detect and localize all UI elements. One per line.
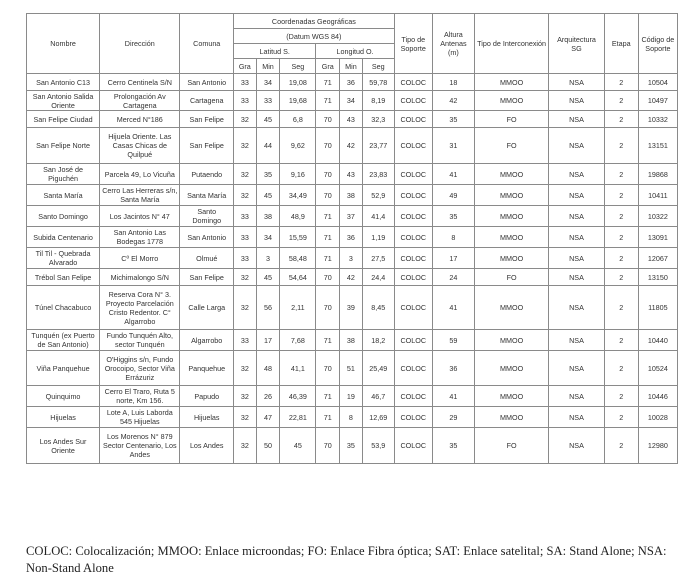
cell-nombre: San José de Piguchén	[27, 164, 100, 185]
cell-soporte: COLOC	[394, 386, 432, 407]
cell-lon-gra: 70	[316, 185, 340, 206]
col-nombre: Nombre	[27, 14, 100, 74]
table-row	[27, 206, 678, 227]
cell-arquitectura: NSA	[549, 91, 605, 111]
table-body	[27, 74, 678, 464]
cell-comuna: Los Andes	[180, 428, 234, 464]
cell-soporte: COLOC	[394, 428, 432, 464]
table-row	[27, 128, 678, 164]
cell-nombre: Tunquén (ex Puerto de San Antonio)	[27, 330, 100, 351]
cell-lat-gra: 33	[234, 91, 257, 111]
cell-codigo: 13091	[638, 227, 677, 248]
cell-altura: 41	[432, 386, 474, 407]
cell-lat-seg: 34,49	[280, 185, 316, 206]
cell-soporte: COLOC	[394, 286, 432, 330]
cell-arquitectura: NSA	[549, 185, 605, 206]
cell-codigo: 19868	[638, 164, 677, 185]
cell-altura: 36	[432, 351, 474, 386]
cell-comuna: San Antonio	[180, 74, 234, 91]
cell-lon-gra: 71	[316, 91, 340, 111]
table-row	[27, 248, 678, 269]
cell-lat-min: 34	[256, 74, 280, 91]
cell-lat-min: 56	[256, 286, 280, 330]
cell-lon-seg: 24,4	[362, 269, 394, 286]
cell-interconexion: MMOO	[475, 248, 549, 269]
cell-altura: 35	[432, 111, 474, 128]
cell-codigo: 10028	[638, 407, 677, 428]
cell-etapa: 2	[604, 185, 638, 206]
cell-lat-gra: 33	[234, 330, 257, 351]
cell-lat-seg: 2,11	[280, 286, 316, 330]
table-row	[27, 351, 678, 386]
cell-direccion: Fundo Tunquén Alto, sector Tunquén	[100, 330, 180, 351]
cell-arquitectura: NSA	[549, 248, 605, 269]
cell-direccion: Lote A, Luis Laborda 545 Hijuelas	[100, 407, 180, 428]
cell-codigo: 10411	[638, 185, 677, 206]
cell-soporte: COLOC	[394, 128, 432, 164]
cell-nombre: Hijuelas	[27, 407, 100, 428]
cell-comuna: Putaendo	[180, 164, 234, 185]
cell-lon-min: 42	[340, 128, 363, 164]
cell-soporte: COLOC	[394, 164, 432, 185]
cell-nombre: Quinquimo	[27, 386, 100, 407]
cell-etapa: 2	[604, 386, 638, 407]
cell-altura: 24	[432, 269, 474, 286]
cell-lat-gra: 33	[234, 227, 257, 248]
col-lon-min: Min	[340, 59, 363, 74]
cell-lon-seg: 52,9	[362, 185, 394, 206]
cell-lat-gra: 32	[234, 428, 257, 464]
cell-arquitectura: NSA	[549, 74, 605, 91]
cell-nombre: Til Til - Quebrada Alvarado	[27, 248, 100, 269]
cell-lat-seg: 9,62	[280, 128, 316, 164]
col-lon-gra: Gra	[316, 59, 340, 74]
cell-arquitectura: NSA	[549, 206, 605, 227]
sites-table	[26, 13, 678, 464]
cell-lat-seg: 54,64	[280, 269, 316, 286]
cell-altura: 17	[432, 248, 474, 269]
cell-nombre: Subida Centenario	[27, 227, 100, 248]
cell-lat-min: 47	[256, 407, 280, 428]
cell-lon-min: 37	[340, 206, 363, 227]
cell-altura: 18	[432, 74, 474, 91]
table-row	[27, 164, 678, 185]
cell-lat-min: 33	[256, 91, 280, 111]
cell-soporte: COLOC	[394, 74, 432, 91]
cell-lon-gra: 71	[316, 407, 340, 428]
cell-lon-seg: 18,2	[362, 330, 394, 351]
cell-interconexion: MMOO	[475, 330, 549, 351]
cell-lon-gra: 70	[316, 164, 340, 185]
cell-lon-seg: 8,19	[362, 91, 394, 111]
cell-lat-seg: 58,48	[280, 248, 316, 269]
cell-codigo: 10524	[638, 351, 677, 386]
cell-lon-min: 35	[340, 428, 363, 464]
cell-arquitectura: NSA	[549, 164, 605, 185]
cell-lat-gra: 32	[234, 269, 257, 286]
cell-lon-min: 42	[340, 269, 363, 286]
cell-lon-gra: 71	[316, 330, 340, 351]
cell-lat-seg: 19,68	[280, 91, 316, 111]
cell-interconexion: FO	[475, 269, 549, 286]
cell-interconexion: MMOO	[475, 407, 549, 428]
col-longitud: Longitud O.	[316, 44, 394, 59]
cell-soporte: COLOC	[394, 185, 432, 206]
cell-lon-min: 19	[340, 386, 363, 407]
cell-direccion: San Antonio Las Bodegas 1778	[100, 227, 180, 248]
cell-direccion: Cerro Centinela S/N	[100, 74, 180, 91]
cell-lat-seg: 6,8	[280, 111, 316, 128]
table-row	[27, 286, 678, 330]
cell-etapa: 2	[604, 74, 638, 91]
cell-codigo: 12980	[638, 428, 677, 464]
cell-comuna: Papudo	[180, 386, 234, 407]
cell-lat-gra: 32	[234, 351, 257, 386]
cell-direccion: Cerro Las Herreras s/n, Santa María	[100, 185, 180, 206]
cell-nombre: San Felipe Norte	[27, 128, 100, 164]
cell-direccion: Cº El Morro	[100, 248, 180, 269]
cell-direccion: Reserva Cora N° 3. Proyecto Parcelación Cristo Redentor. C° Algarrobo	[100, 286, 180, 330]
cell-arquitectura: NSA	[549, 330, 605, 351]
col-lat-min: Min	[256, 59, 280, 74]
cell-lon-min: 8	[340, 407, 363, 428]
cell-lat-seg: 41,1	[280, 351, 316, 386]
cell-lat-min: 34	[256, 227, 280, 248]
cell-codigo: 10440	[638, 330, 677, 351]
table-row	[27, 227, 678, 248]
cell-nombre: Trébol San Felipe	[27, 269, 100, 286]
cell-interconexion: MMOO	[475, 185, 549, 206]
cell-lat-seg: 48,9	[280, 206, 316, 227]
cell-altura: 59	[432, 330, 474, 351]
table-row	[27, 185, 678, 206]
cell-lon-gra: 70	[316, 111, 340, 128]
cell-direccion: Hijuela Oriente. Las Casas Chicas de Quilpué	[100, 128, 180, 164]
cell-altura: 29	[432, 407, 474, 428]
cell-lat-min: 26	[256, 386, 280, 407]
cell-lon-min: 38	[340, 185, 363, 206]
cell-etapa: 2	[604, 351, 638, 386]
cell-altura: 49	[432, 185, 474, 206]
cell-comuna: Olmué	[180, 248, 234, 269]
cell-lon-seg: 8,45	[362, 286, 394, 330]
cell-lon-min: 34	[340, 91, 363, 111]
cell-interconexion: MMOO	[475, 206, 549, 227]
cell-nombre: San Felipe Ciudad	[27, 111, 100, 128]
cell-etapa: 2	[604, 227, 638, 248]
cell-lat-seg: 45	[280, 428, 316, 464]
cell-lat-seg: 9,16	[280, 164, 316, 185]
col-lon-seg: Seg	[362, 59, 394, 74]
cell-codigo: 10322	[638, 206, 677, 227]
cell-comuna: Cartagena	[180, 91, 234, 111]
cell-interconexion: FO	[475, 128, 549, 164]
col-arquitectura: Arquitectura SG	[549, 14, 605, 74]
cell-etapa: 2	[604, 206, 638, 227]
cell-interconexion: MMOO	[475, 227, 549, 248]
cell-nombre: San Antonio C13	[27, 74, 100, 91]
cell-arquitectura: NSA	[549, 428, 605, 464]
cell-lat-gra: 32	[234, 286, 257, 330]
cell-soporte: COLOC	[394, 330, 432, 351]
cell-arquitectura: NSA	[549, 351, 605, 386]
cell-interconexion: MMOO	[475, 91, 549, 111]
cell-comuna: San Felipe	[180, 111, 234, 128]
cell-etapa: 2	[604, 128, 638, 164]
cell-lat-gra: 32	[234, 185, 257, 206]
cell-lon-gra: 70	[316, 428, 340, 464]
cell-soporte: COLOC	[394, 407, 432, 428]
cell-lat-gra: 32	[234, 111, 257, 128]
col-lat-gra: Gra	[234, 59, 257, 74]
cell-arquitectura: NSA	[549, 407, 605, 428]
cell-lon-min: 38	[340, 330, 363, 351]
cell-lon-gra: 71	[316, 248, 340, 269]
col-coordenadas: Coordenadas Geográficas	[234, 14, 395, 29]
cell-lon-gra: 70	[316, 286, 340, 330]
cell-soporte: COLOC	[394, 269, 432, 286]
col-interconexion: Tipo de Interconexión	[475, 14, 549, 74]
cell-lon-gra: 71	[316, 74, 340, 91]
cell-nombre: Los Andes Sur Oriente	[27, 428, 100, 464]
cell-interconexion: MMOO	[475, 286, 549, 330]
cell-codigo: 12067	[638, 248, 677, 269]
cell-comuna: Santo Domingo	[180, 206, 234, 227]
cell-interconexion: FO	[475, 111, 549, 128]
cell-lat-seg: 15,59	[280, 227, 316, 248]
footnote: COLOC: Colocalización; MMOO: Enlace microondas; FO: Enlace Fibra óptica; SAT: Enlace satelital; SA: Stand Alone; NSA: Non-Stand Alone	[26, 544, 667, 575]
cell-arquitectura: NSA	[549, 286, 605, 330]
cell-codigo: 13151	[638, 128, 677, 164]
cell-etapa: 2	[604, 407, 638, 428]
col-datum: (Datum WGS 84)	[234, 29, 395, 44]
cell-lat-seg: 7,68	[280, 330, 316, 351]
cell-lat-min: 3	[256, 248, 280, 269]
cell-lon-min: 36	[340, 74, 363, 91]
cell-soporte: COLOC	[394, 351, 432, 386]
cell-comuna: San Antonio	[180, 227, 234, 248]
cell-soporte: COLOC	[394, 227, 432, 248]
cell-lon-min: 39	[340, 286, 363, 330]
cell-etapa: 2	[604, 330, 638, 351]
cell-arquitectura: NSA	[549, 269, 605, 286]
cell-comuna: Santa María	[180, 185, 234, 206]
table-header	[27, 14, 678, 74]
cell-lon-seg: 59,78	[362, 74, 394, 91]
cell-altura: 41	[432, 286, 474, 330]
cell-lon-seg: 23,77	[362, 128, 394, 164]
cell-direccion: Prolongación Av Cartagena	[100, 91, 180, 111]
cell-lat-seg: 46,39	[280, 386, 316, 407]
cell-altura: 35	[432, 428, 474, 464]
cell-nombre: Túnel Chacabuco	[27, 286, 100, 330]
cell-lat-gra: 32	[234, 407, 257, 428]
cell-lon-seg: 46,7	[362, 386, 394, 407]
cell-lon-gra: 70	[316, 351, 340, 386]
cell-lat-min: 48	[256, 351, 280, 386]
cell-lat-min: 17	[256, 330, 280, 351]
cell-lon-seg: 27,5	[362, 248, 394, 269]
cell-interconexion: MMOO	[475, 74, 549, 91]
cell-etapa: 2	[604, 164, 638, 185]
cell-etapa: 2	[604, 91, 638, 111]
cell-lat-min: 50	[256, 428, 280, 464]
cell-arquitectura: NSA	[549, 111, 605, 128]
cell-lon-min: 51	[340, 351, 363, 386]
cell-codigo: 10504	[638, 74, 677, 91]
cell-lat-gra: 33	[234, 74, 257, 91]
cell-lon-seg: 23,83	[362, 164, 394, 185]
table-row	[27, 428, 678, 464]
cell-lon-seg: 12,69	[362, 407, 394, 428]
cell-lon-gra: 71	[316, 227, 340, 248]
cell-etapa: 2	[604, 269, 638, 286]
cell-etapa: 2	[604, 428, 638, 464]
cell-altura: 41	[432, 164, 474, 185]
cell-interconexion: FO	[475, 428, 549, 464]
cell-altura: 8	[432, 227, 474, 248]
cell-lat-seg: 22,81	[280, 407, 316, 428]
cell-lon-gra: 70	[316, 128, 340, 164]
cell-lat-gra: 33	[234, 248, 257, 269]
cell-interconexion: MMOO	[475, 164, 549, 185]
cell-soporte: COLOC	[394, 206, 432, 227]
cell-lon-gra: 70	[316, 269, 340, 286]
cell-altura: 42	[432, 91, 474, 111]
cell-lat-gra: 32	[234, 128, 257, 164]
table-row	[27, 407, 678, 428]
cell-soporte: COLOC	[394, 111, 432, 128]
cell-interconexion: MMOO	[475, 386, 549, 407]
cell-lon-seg: 32,3	[362, 111, 394, 128]
cell-lon-min: 43	[340, 164, 363, 185]
cell-direccion: O'Higgins s/n, Fundo Orocoipo, Sector Viña Errázuriz	[100, 351, 180, 386]
table-row	[27, 269, 678, 286]
cell-comuna: Algarrobo	[180, 330, 234, 351]
cell-arquitectura: NSA	[549, 386, 605, 407]
cell-arquitectura: NSA	[549, 128, 605, 164]
cell-lon-min: 36	[340, 227, 363, 248]
cell-codigo: 10332	[638, 111, 677, 128]
cell-etapa: 2	[604, 111, 638, 128]
cell-lat-min: 45	[256, 111, 280, 128]
col-direccion: Dirección	[100, 14, 180, 74]
cell-lon-min: 43	[340, 111, 363, 128]
cell-lon-min: 3	[340, 248, 363, 269]
cell-lon-seg: 53,9	[362, 428, 394, 464]
cell-comuna: San Felipe	[180, 269, 234, 286]
cell-direccion: Michimalongo S/N	[100, 269, 180, 286]
col-tipo-soporte: Tipo de Soporte	[394, 14, 432, 74]
cell-lat-gra: 33	[234, 206, 257, 227]
cell-lat-seg: 19,08	[280, 74, 316, 91]
table-row	[27, 91, 678, 111]
cell-altura: 31	[432, 128, 474, 164]
cell-nombre: Santo Domingo	[27, 206, 100, 227]
cell-direccion: Parcela 49, Lo Vicuña	[100, 164, 180, 185]
cell-interconexion: MMOO	[475, 351, 549, 386]
col-latitud: Latitud S.	[234, 44, 316, 59]
cell-etapa: 2	[604, 286, 638, 330]
cell-lon-seg: 25,49	[362, 351, 394, 386]
cell-lon-gra: 71	[316, 206, 340, 227]
cell-direccion: Los Morenos N° 879 Sector Centenario, Los Andes	[100, 428, 180, 464]
cell-lat-gra: 32	[234, 386, 257, 407]
cell-lon-gra: 71	[316, 386, 340, 407]
cell-codigo: 10497	[638, 91, 677, 111]
cell-direccion: Los Jacintos N° 47	[100, 206, 180, 227]
cell-lat-min: 44	[256, 128, 280, 164]
cell-comuna: San Felipe	[180, 128, 234, 164]
col-comuna: Comuna	[180, 14, 234, 74]
cell-soporte: COLOC	[394, 248, 432, 269]
cell-nombre: Viña Panquehue	[27, 351, 100, 386]
col-lat-seg: Seg	[280, 59, 316, 74]
cell-comuna: Hijuelas	[180, 407, 234, 428]
cell-lon-seg: 41,4	[362, 206, 394, 227]
col-codigo: Código de Soporte	[638, 14, 677, 74]
cell-lat-gra: 32	[234, 164, 257, 185]
cell-lat-min: 45	[256, 185, 280, 206]
table-row	[27, 386, 678, 407]
table-row	[27, 111, 678, 128]
cell-direccion: Merced N°186	[100, 111, 180, 128]
cell-lat-min: 35	[256, 164, 280, 185]
cell-lat-min: 45	[256, 269, 280, 286]
cell-codigo: 11805	[638, 286, 677, 330]
cell-nombre: San Antonio Salida Oriente	[27, 91, 100, 111]
cell-arquitectura: NSA	[549, 227, 605, 248]
cell-lon-seg: 1,19	[362, 227, 394, 248]
cell-altura: 35	[432, 206, 474, 227]
cell-codigo: 13150	[638, 269, 677, 286]
cell-etapa: 2	[604, 248, 638, 269]
table-row	[27, 74, 678, 91]
cell-lat-min: 38	[256, 206, 280, 227]
cell-direccion: Cerro El Traro, Ruta 5 norte, Km 156.	[100, 386, 180, 407]
col-etapa: Etapa	[604, 14, 638, 74]
cell-codigo: 10446	[638, 386, 677, 407]
col-altura: Altura Antenas (m)	[432, 14, 474, 74]
cell-comuna: Calle Larga	[180, 286, 234, 330]
cell-nombre: Santa María	[27, 185, 100, 206]
cell-comuna: Panquehue	[180, 351, 234, 386]
table-row	[27, 330, 678, 351]
cell-soporte: COLOC	[394, 91, 432, 111]
